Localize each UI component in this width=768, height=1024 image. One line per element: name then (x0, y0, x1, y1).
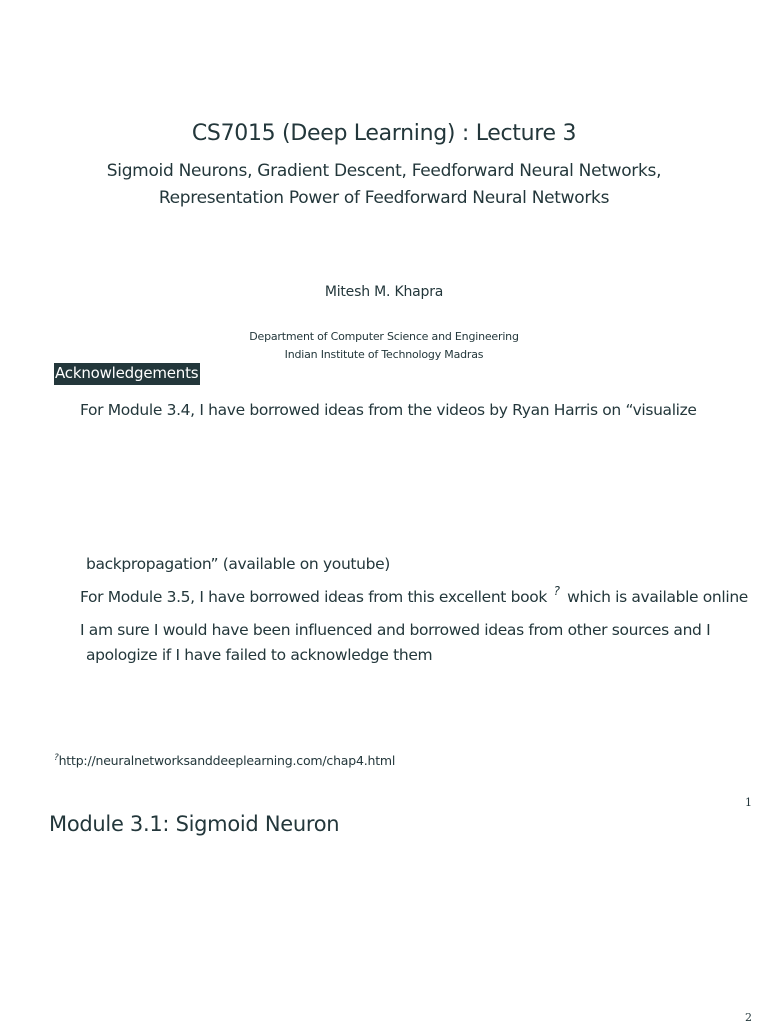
ack-item-3-line-1: I am sure I would have been influenced and borrowed ideas from other sources and I (80, 621, 711, 639)
ack-item-3-line-2: apologize if I have failed to acknowledge them (86, 646, 433, 664)
page-number: 1 (745, 796, 752, 809)
ack-item-2-text-end: which is available online (567, 588, 748, 606)
lecture-title: CS7015 (Deep Learning) : Lecture 3 (191, 121, 577, 146)
footnote-link[interactable]: http://neuralnetworksanddeeplearning.com/chap4.html (58, 753, 396, 768)
institute-line-1: Department of Computer Science and Engineering (249, 330, 519, 343)
ack-item-2-text: For Module 3.5, I have borrowed ideas from this excellent book (80, 588, 547, 606)
module-title: Module 3.1: Sigmoid Neuron (49, 812, 340, 836)
lecture-subtitle-line-2: Representation Power of Feedforward Neural Networks (158, 188, 610, 208)
ack-item-1-line-1: For Module 3.4, I have borrowed ideas from the videos by Ryan Harris on “visualize (80, 401, 697, 419)
ack-item-1-line-2: backpropagation” (available on youtube) (86, 555, 390, 573)
lecture-subtitle-line-1: Sigmoid Neurons, Gradient Descent, Feedforward Neural Networks, (106, 161, 662, 181)
footnote-reference-mark: ? (553, 584, 560, 598)
acknowledgements-heading: Acknowledgements (54, 363, 200, 385)
author-name: Mitesh M. Khapra (324, 284, 444, 300)
institute-line-2: Indian Institute of Technology Madras (284, 348, 484, 361)
footnote-mark: ? (54, 753, 59, 763)
footnote (54, 753, 395, 768)
page-number: 2 (745, 1011, 752, 1024)
ack-item-2 (80, 584, 748, 606)
